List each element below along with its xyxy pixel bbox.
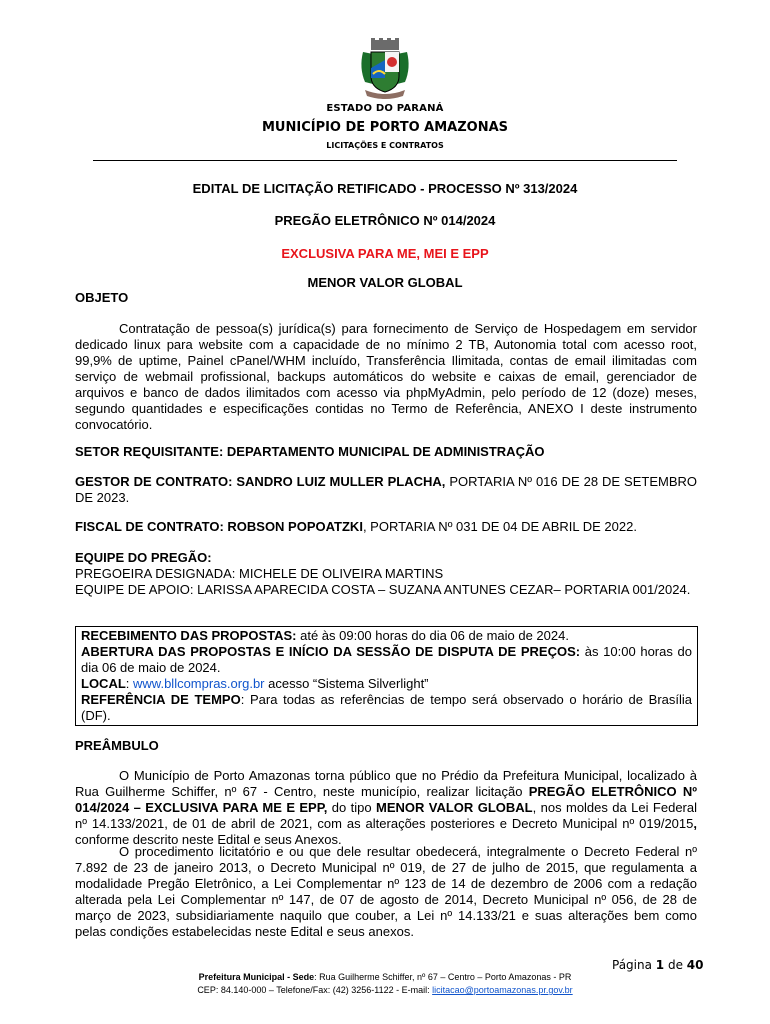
setor-requisitante: SETOR REQUISITANTE: DEPARTAMENTO MUNICIPAL DE ADMINISTRAÇÃO [75, 444, 545, 459]
criterio-title: MENOR VALOR GLOBAL [307, 275, 463, 290]
objeto-paragraph [75, 321, 697, 433]
equipe-pregoeira: PREGOEIRA DESIGNADA: MICHELE DE OLIVEIRA MARTINS [75, 566, 444, 581]
local-line [81, 676, 692, 692]
preambulo-p1-c: do tipo [327, 800, 376, 815]
page-mid: de [664, 958, 687, 972]
objeto-heading: OBJETO [75, 290, 129, 305]
local-text: acesso “Sistema Silverlight” [264, 676, 429, 691]
preambulo-heading: PREÂMBULO [75, 738, 159, 753]
recebimento-line [81, 628, 692, 644]
header-municipality: MUNICÍPIO DE PORTO AMAZONAS [261, 120, 509, 135]
footer-sede: Prefeitura Municipal - Sede [198, 972, 315, 982]
preambulo-paragraph-1 [75, 768, 697, 848]
edital-title: EDITAL DE LICITAÇÃO RETIFICADO - PROCESSO Nº 313/2024 [192, 181, 578, 196]
preambulo-p1-f: , [693, 816, 697, 831]
local-sep: : [125, 676, 134, 691]
gestor-text: PORTARIA Nº 016 DE 28 DE SETEMBRO DE 2023. [75, 474, 697, 505]
recebimento-label: RECEBIMENTO DAS PROPOSTAS: [81, 628, 297, 643]
header-department: LICITAÇÕES E CONTRATOS [326, 141, 444, 150]
bllcompras-link[interactable]: www.bllcompras.org.br [133, 676, 265, 691]
pregao-title: PREGÃO ELETRÔNICO Nº 014/2024 [274, 213, 496, 228]
preambulo-p1-g: conforme descrito neste Edital e seus Anexos. [75, 832, 342, 847]
equipe-heading: EQUIPE DO PREGÃO: [75, 550, 212, 565]
page-number [612, 958, 703, 972]
footer-contact [0, 985, 770, 995]
preambulo-p2: O procedimento licitatório e ou que dele resultar obedecerá, integralmente o Decreto Federal nº 7.892 de 23 de janeiro 2013, o Decreto Municipal nº 019, de 27 de julho de 2015, que regulamenta a modalidade Pregão Eletrônico, a Lei Complementar nº 123 de 14 de dezembro de 2006 com a redação alterada pela Lei Complementar nº 147, de 07 de agosto de 2014, Decreto Municipal nº 056, de 28 de março de 2023, subsidiariamente naquilo que couber, a Lei nº 14.133/21 e suas alterações bem como pelas condições estabelecidas neste Edital e seus anexos. [75, 844, 697, 939]
preambulo-p1-e: , nos moldes da Lei Federal nº 14.133/2021, de 01 de abril de 2021, com as alterações posteriores e Decreto Municipal nº 019/2015 [75, 800, 697, 831]
page-current: 1 [655, 958, 665, 972]
page-total: 40 [686, 958, 704, 972]
fiscal-label: FISCAL DE CONTRATO: ROBSON POPOATZKI [75, 519, 363, 534]
abertura-text: às 10:00 horas do dia 06 de maio de 2024. [81, 644, 692, 675]
header-state: ESTADO DO PARANÁ [326, 103, 444, 114]
footer-address-text: : Rua Guilherme Schiffer, nº 67 – Centro – Porto Amazonas - PR [314, 972, 572, 982]
footer-email-link[interactable]: licitacao@portoamazonas.pr.gov.br [432, 985, 573, 995]
fiscal-text: , PORTARIA Nº 031 DE 04 DE ABRIL DE 2022. [362, 519, 637, 534]
preambulo-p1-b: PREGÃO ELETRÔNICO Nº 014/2024 – EXCLUSIVA PARA ME E EPP, [75, 784, 697, 815]
page-prefix: Página [612, 958, 656, 972]
municipal-coat-of-arms-logo [357, 38, 413, 100]
header-divider [93, 160, 677, 161]
local-label: LOCAL [81, 676, 126, 691]
referencia-line [81, 692, 692, 724]
footer-address [0, 972, 770, 982]
gestor-label: GESTOR DE CONTRATO: SANDRO LUIZ MULLER PLACHA, [75, 474, 446, 489]
gestor-contrato [75, 474, 697, 506]
info-box [75, 626, 698, 726]
abertura-label: ABERTURA DAS PROPOSTAS E INÍCIO DA SESSÃO DE DISPUTA DE PREÇOS: [81, 644, 581, 659]
preambulo-p1-a: O Município de Porto Amazonas torna público que no Prédio da Prefeitura Municipal, localizado à Rua Guilherme Schiffer, nº 67 - Centro, neste município, realizar licitação [75, 768, 697, 799]
objeto-text: Contratação de pessoa(s) jurídica(s) para fornecimento de Serviço de Hospedagem em servidor dedicado linux para website com a capacidade de no mínimo 2 TB, Autonomia total com acesso root, 99,9% de uptime, Painel cPanel/WHM incluído, Transferência Ilimitada, contas de email ilimitadas com serviço de webmail profissional, backups automáticos do website e caixas de email, gerenciador de arquivos e banco de dados ilimitados com acesso via phpMyAdmin, pelo período de 12 (doze) meses, segundo quantidades e especificações contidas no Termo de Referência, ANEXO I deste instrumento convocatório. [75, 321, 697, 432]
equipe-apoio: EQUIPE DE APOIO: LARISSA APARECIDA COSTA – SUZANA ANTUNES CEZAR– PORTARIA 001/2024. [75, 582, 691, 597]
preambulo-paragraph-2 [75, 844, 697, 940]
footer-contact-text: CEP: 84.140-000 – Telefone/Fax: (42) 3256-1122 - E-mail: [197, 985, 433, 995]
exclusiva-title: EXCLUSIVA PARA ME, MEI E EPP [281, 246, 489, 261]
recebimento-text: até às 09:00 horas do dia 06 de maio de 2024. [296, 628, 569, 643]
referencia-label: REFERÊNCIA DE TEMPO [81, 692, 241, 707]
referencia-text: : Para todas as referências de tempo será observado o horário de Brasília (DF). [81, 692, 693, 723]
preambulo-p1-d: MENOR VALOR GLOBAL [375, 800, 533, 815]
fiscal-contrato [75, 519, 697, 535]
abertura-line [81, 644, 692, 676]
